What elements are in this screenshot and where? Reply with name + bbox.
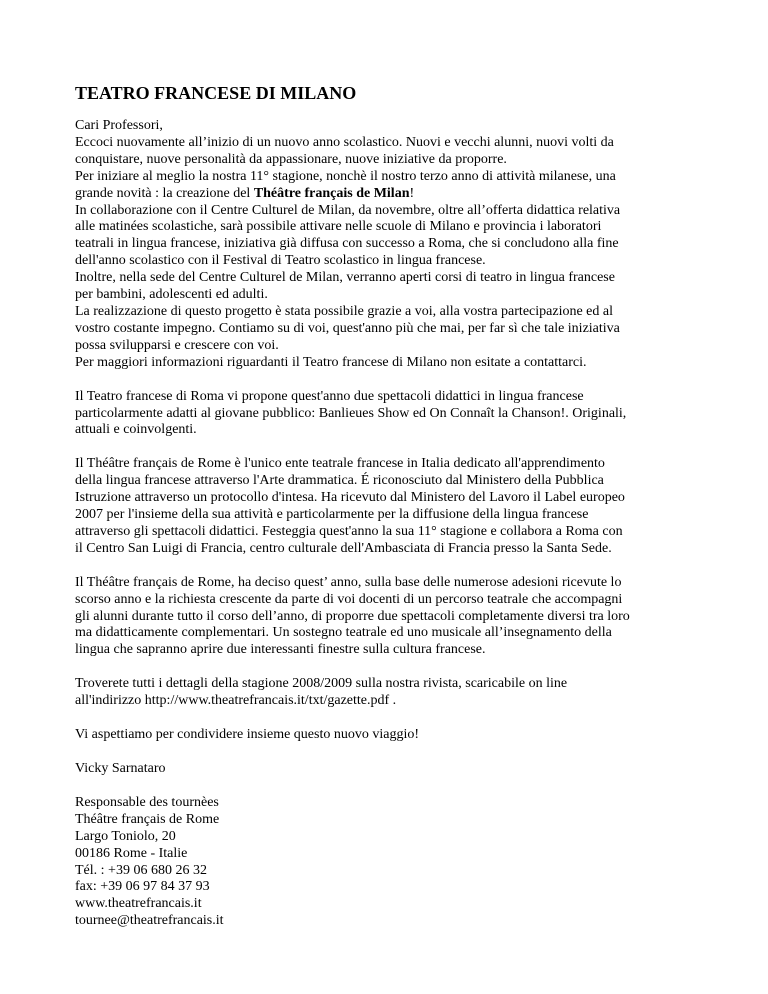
- signature-name: Vicky Sarnataro: [75, 761, 166, 776]
- intro-line: In collaborazione con il Centre Culturel de Milan, da novembre, oltre all’offerta didattica relativa: [75, 202, 621, 218]
- paragraph-line: Il Théâtre français de Rome è l'unico ente teatrale francese in Italia dedicato all'apprendimento: [75, 456, 605, 472]
- theatre-name-bold: Théâtre français de Milan: [253, 185, 410, 201]
- contact-block: [75, 795, 745, 930]
- paragraph-line: Il Théâtre français de Rome, ha deciso quest’ anno, sulla base delle numerose adesioni ricevute lo: [75, 574, 622, 590]
- contact-email: tournee@theatrefrancais.it: [75, 913, 224, 929]
- contact-city: 00186 Rome - Italie: [75, 845, 188, 861]
- signature: [75, 761, 745, 778]
- paragraph-line: Troverete tutti i dettagli della stagione 2008/2009 sulla nostra rivista, scaricabile on line: [75, 676, 568, 692]
- contact-fax: fax: +39 06 97 84 37 93: [75, 879, 210, 895]
- intro-line: La realizzazione di questo progetto è stata possibile grazie a voi, alla vostra partecipazione ed al: [75, 303, 613, 319]
- intro-line-with-bold: [75, 186, 745, 203]
- intro-line: Eccoci nuovamente all’inizio di un nuovo anno scolastico. Nuovi e vecchi alunni, nuovi volti da: [75, 134, 614, 150]
- paragraph-line: lingua che sapranno aprire due interessanti finestre sulla cultura francese.: [75, 642, 486, 658]
- paragraph-line: attraverso gli spettacoli didattici. Festeggia quest'anno la sua 11° stagione e collabora a Roma con: [75, 523, 623, 539]
- intro-line: possa svilupparsi e crescere con voi.: [75, 337, 279, 353]
- paragraph-line: particolarmente adatti al giovane pubblico: Banlieues Show ed On Connaît la Chanson!. Originali,: [75, 405, 627, 421]
- ente-paragraph: [75, 456, 745, 557]
- closing-paragraph: [75, 727, 745, 744]
- document-title: TEATRO FRANCESE DI MILANO: [75, 83, 357, 103]
- intro-line: conquistare, nuove personalità da appassionare, nuove iniziative da proporre.: [75, 151, 507, 167]
- intro-line-suffix: !: [409, 185, 415, 201]
- intro-line: Per iniziare al meglio la nostra 11° stagione, nonchè il nostro terzo anno di attività milanese, una: [75, 168, 616, 184]
- paragraph-line: all'indirizzo http://www.theatrefrancais.it/txt/gazette.pdf .: [75, 693, 397, 709]
- paragraph-line: il Centro San Luigi di Francia, centro culturale dell'Ambasciata di Francia presso la Santa Sede.: [75, 540, 612, 556]
- paragraph-line: Il Teatro francese di Roma vi propone quest'anno due spettacoli didattici in lingua francese: [75, 388, 584, 404]
- intro-line: per bambini, adolescenti ed adulti.: [75, 287, 268, 303]
- intro-line: alle matinées scolastiche, sarà possibile attivare nelle scuole di Milano e provincia i laboratori: [75, 219, 602, 235]
- paragraph-line: 2007 per l'insieme della sua attività e particolarmente per la diffusione della lingua francese: [75, 507, 589, 523]
- intro-line: vostro costante impegno. Contiamo su di voi, quest'anno più che mai, per far sì che tale iniziativa: [75, 320, 620, 336]
- closing-line: Vi aspettiamo per condividere insieme questo nuovo viaggio!: [75, 727, 420, 743]
- contact-organization: Théâtre français de Rome: [75, 811, 220, 827]
- paragraph-line: Istruzione attraverso un protocollo d'intesa. Ha ricevuto dal Ministero del Lavoro il Label europeo: [75, 490, 625, 506]
- intro-line: dell'anno scolastico con il Festival di Teatro scolastico in lingua francese.: [75, 253, 486, 269]
- intro-line: Inoltre, nella sede del Centre Culturel de Milan, verranno aperti corsi di teatro in lingua francese: [75, 270, 615, 286]
- intro-paragraph: [75, 118, 745, 372]
- intro-line-prefix: grande novità : la creazione del: [75, 185, 254, 201]
- paragraph-line: della lingua francese attraverso l'Arte drammatica. É riconosciuto dal Ministero della Pubblica: [75, 473, 604, 489]
- contact-role: Responsable des tournèes: [75, 794, 219, 810]
- paragraph-line: gli alunni durante tutto il corso dell’anno, di proporre due spettacoli completamente diversi tra loro: [75, 608, 630, 624]
- document-page: [75, 82, 745, 947]
- roma-paragraph: [75, 389, 745, 440]
- paragraph-line: attuali e coinvolgenti.: [75, 422, 197, 438]
- contact-phone: Tél. : +39 06 680 26 32: [75, 862, 207, 878]
- intro-line: teatrali in lingua francese, iniziativa già diffusa con successo a Roma, che si concludono alla fine: [75, 236, 619, 252]
- intro-line: Cari Professori,: [75, 118, 163, 133]
- paragraph-line: scorso anno e la richiesta crescente da parte di voi docenti di un percorso teatrale che accompagni: [75, 591, 623, 607]
- contact-street: Largo Toniolo, 20: [75, 828, 176, 844]
- contact-website: www.theatrefrancais.it: [75, 896, 202, 912]
- rivista-paragraph: [75, 676, 745, 710]
- intro-line: Per maggiori informazioni riguardanti il Teatro francese di Milano non esitate a contattarci.: [75, 354, 587, 370]
- paragraph-line: ma didatticamente complementari. Un sostegno teatrale ed uno musicale all’insegnamento della: [75, 625, 612, 641]
- deciso-paragraph: [75, 575, 745, 660]
